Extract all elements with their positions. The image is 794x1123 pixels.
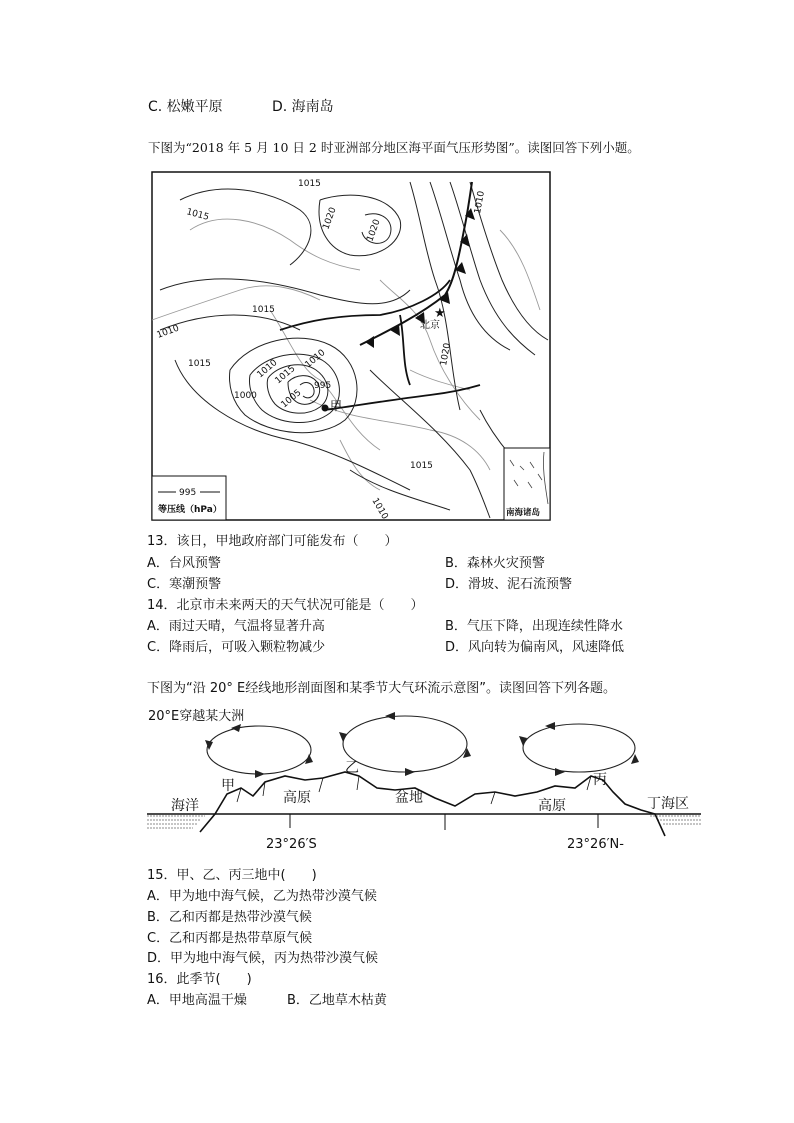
- profile-label-plateau-2: 高原: [538, 798, 566, 814]
- q15-option-b: B．乙和丙都是热带沙漠气候: [147, 910, 312, 925]
- q14-stem: 14．北京市未来两天的天气状况可能是（ ）: [147, 598, 424, 613]
- q13-option-d: D．滑坡、泥石流预警: [445, 577, 573, 592]
- q15-option-d: D．甲为地中海气候，丙为热带沙漠气候: [147, 951, 379, 966]
- profile-label-basin: 盆地: [395, 790, 423, 806]
- jia-point-marker: [322, 405, 329, 412]
- q14-option-c: C．降雨后，可吸入颗粒物减少: [147, 640, 326, 655]
- isobar-label: 1010: [155, 323, 181, 341]
- profile-label-plateau-1: 高原: [283, 790, 311, 806]
- isobar-label: 1020: [321, 206, 339, 232]
- isobar-label: 995: [314, 381, 332, 391]
- isobar-label: 1020: [439, 342, 453, 367]
- intro-text-2: 下图为“沿 20° E经线地形剖面图和某季节大气环流示意图”。读图回答下列各题。: [147, 681, 616, 696]
- map-label-jia: 甲: [330, 399, 343, 413]
- beijing-star-icon: ★: [434, 306, 446, 321]
- q16-option-a: A．甲地高温干燥: [147, 993, 247, 1008]
- profile-label-bing: 丙: [593, 772, 607, 788]
- map-label-beijing: 北京: [420, 320, 440, 331]
- q14-option-d: D．风向转为偏南风，风速降低: [445, 640, 625, 655]
- isobar-label: 1010: [473, 190, 487, 215]
- intro-text-1: 下图为“2018 年 5 月 10 日 2 时亚洲部分地区海平面气压形势图”。读图回答下列小题。: [148, 140, 640, 155]
- latitude-north-label: 23°26′N-: [567, 837, 624, 852]
- terrain-profile-diagram: [145, 702, 705, 852]
- prev-option-d: D. 海南岛: [272, 99, 334, 115]
- latitude-south-label: 23°26′S: [266, 837, 317, 852]
- isobar-label: 1005: [279, 387, 304, 411]
- q13-stem: 13．该日，甲地政府部门可能发布（ ）: [147, 534, 398, 549]
- isobar-label: 1015: [252, 305, 275, 315]
- q13-option-c: C．寒潮预警: [147, 577, 222, 592]
- profile-title: 20°E穿越某大洲: [148, 709, 245, 724]
- isobar-label: 1000: [234, 391, 257, 401]
- isobar-label: 1010: [255, 357, 280, 381]
- isobar-label: 1020: [365, 218, 383, 244]
- q13-option-a: A．台风预警: [147, 556, 221, 571]
- isobar-label: 1015: [185, 207, 210, 223]
- profile-label-ocean: 海洋: [171, 798, 199, 814]
- q16-option-b: B．乙地草木枯黄: [287, 993, 387, 1008]
- isobar-label: 1015: [273, 363, 298, 387]
- pressure-map: [150, 170, 554, 524]
- inset-label: 南海诸岛: [506, 508, 541, 518]
- isobar-label: 1015: [188, 359, 211, 369]
- profile-label-yi: 乙: [345, 760, 359, 776]
- q15-stem: 15．甲、乙、丙三地中( ): [147, 868, 317, 883]
- q13-option-b: B．森林火灾预警: [445, 556, 545, 571]
- q14-option-a: A．雨过天晴，气温将显著升高: [147, 619, 325, 634]
- q15-option-a: A．甲为地中海气候，乙为热带沙漠气候: [147, 889, 377, 904]
- q16-stem: 16．此季节( ): [147, 972, 252, 987]
- q14-option-b: B．气压下降，出现连续性降水: [445, 619, 623, 634]
- isobar-label: 1015: [410, 461, 433, 471]
- profile-label-sea-ding: 丁海区: [647, 796, 689, 812]
- prev-option-c: C. 松嫩平原: [148, 99, 223, 115]
- legend-value: 995: [179, 488, 197, 498]
- legend-label: 等压线（hPa）: [158, 505, 222, 515]
- q15-option-c: C．乙和丙都是热带草原气候: [147, 931, 313, 946]
- isobar-label: 1015: [298, 179, 321, 189]
- isobar-label: 1010: [369, 496, 390, 522]
- profile-label-jia: 甲: [221, 778, 235, 794]
- isobar-label: 1010: [303, 347, 328, 371]
